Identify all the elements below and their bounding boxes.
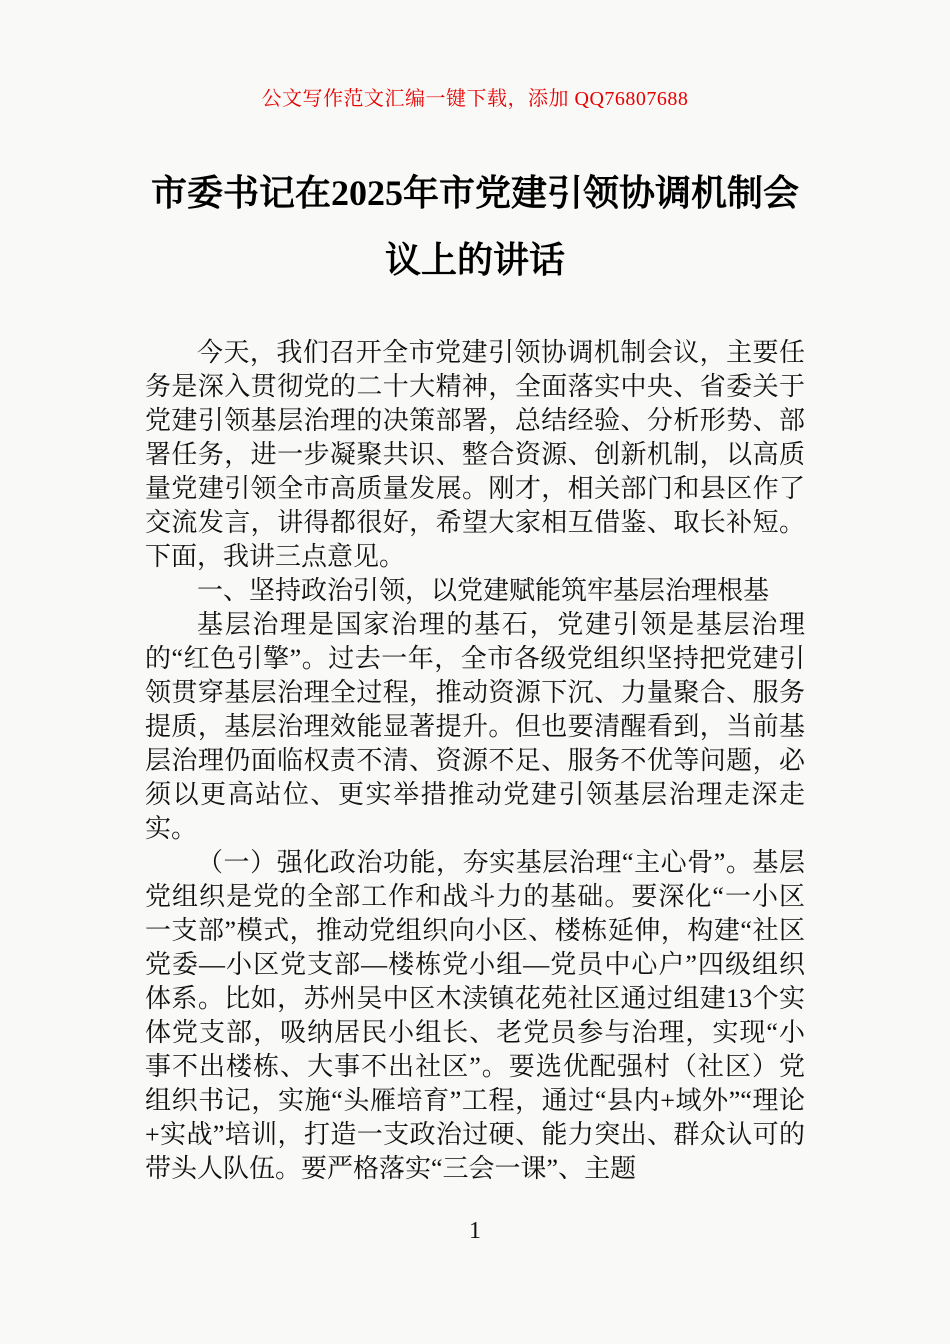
page-number: 1 [469, 1218, 481, 1244]
paragraph-subsection-1: （一）强化政治功能，夯实基层治理“主心骨”。基层党组织是党的全部工作和战斗力的基础。要深化“一小区一支部”模式，推动党组织向小区、楼栋延伸，构建“社区党委—小区党支部—楼栋党小组—党员中心户”四级组织体系。比如，苏州吴中区木渎镇花苑社区通过组建13个实体党支部，吸纳居民小组长、老党员参与治理，实现“小事不出楼栋、大事不出社区”。要选优配强村（社区）党组织书记，实施“头雁培育”工程，通过“县内+域外”“理论+实战”培训，打造一支政治过硬、能力突出、群众认可的带头人队伍。要严格落实“三会一课”、主题 [145, 848, 805, 1183]
document-title: 市委书记在2025年市党建引领协调机制会议上的讲话 [150, 173, 799, 280]
paragraph-intro: 今天，我们召开全市党建引领协调机制会议，主要任务是深入贯彻党的二十大精神，全面落实中央、省委关于党建引领基层治理的决策部署，总结经验、分析形势、部署任务，进一步凝聚共识、整合资源、创新机制，以高质量党建引领全市高质量发展。刚才，相关部门和县区作了交流发言，讲得都很好，希望大家相互借鉴、取长补短。下面，我讲三点意见。 [145, 338, 805, 571]
heading-section-1: 一、坚持政治引领，以党建赋能筑牢基层治理根基 [197, 576, 770, 605]
document-body [145, 336, 805, 1186]
header-notice: 公文写作范文汇编一键下载，添加 QQ76807688 [261, 88, 689, 110]
paragraph-section-1-body: 基层治理是国家治理的基石，党建引领是基层治理的“红色引擎”。过去一年，全市各级党组织坚持把党建引领贯穿基层治理全过程，推动资源下沉、力量聚合、服务提质，基层治理效能显著提升。但也要清醒看到，当前基层治理仍面临权责不清、资源不足、服务不优等问题，必须以更高站位、更实举措推动党建引领基层治理走深走实。 [145, 610, 805, 843]
